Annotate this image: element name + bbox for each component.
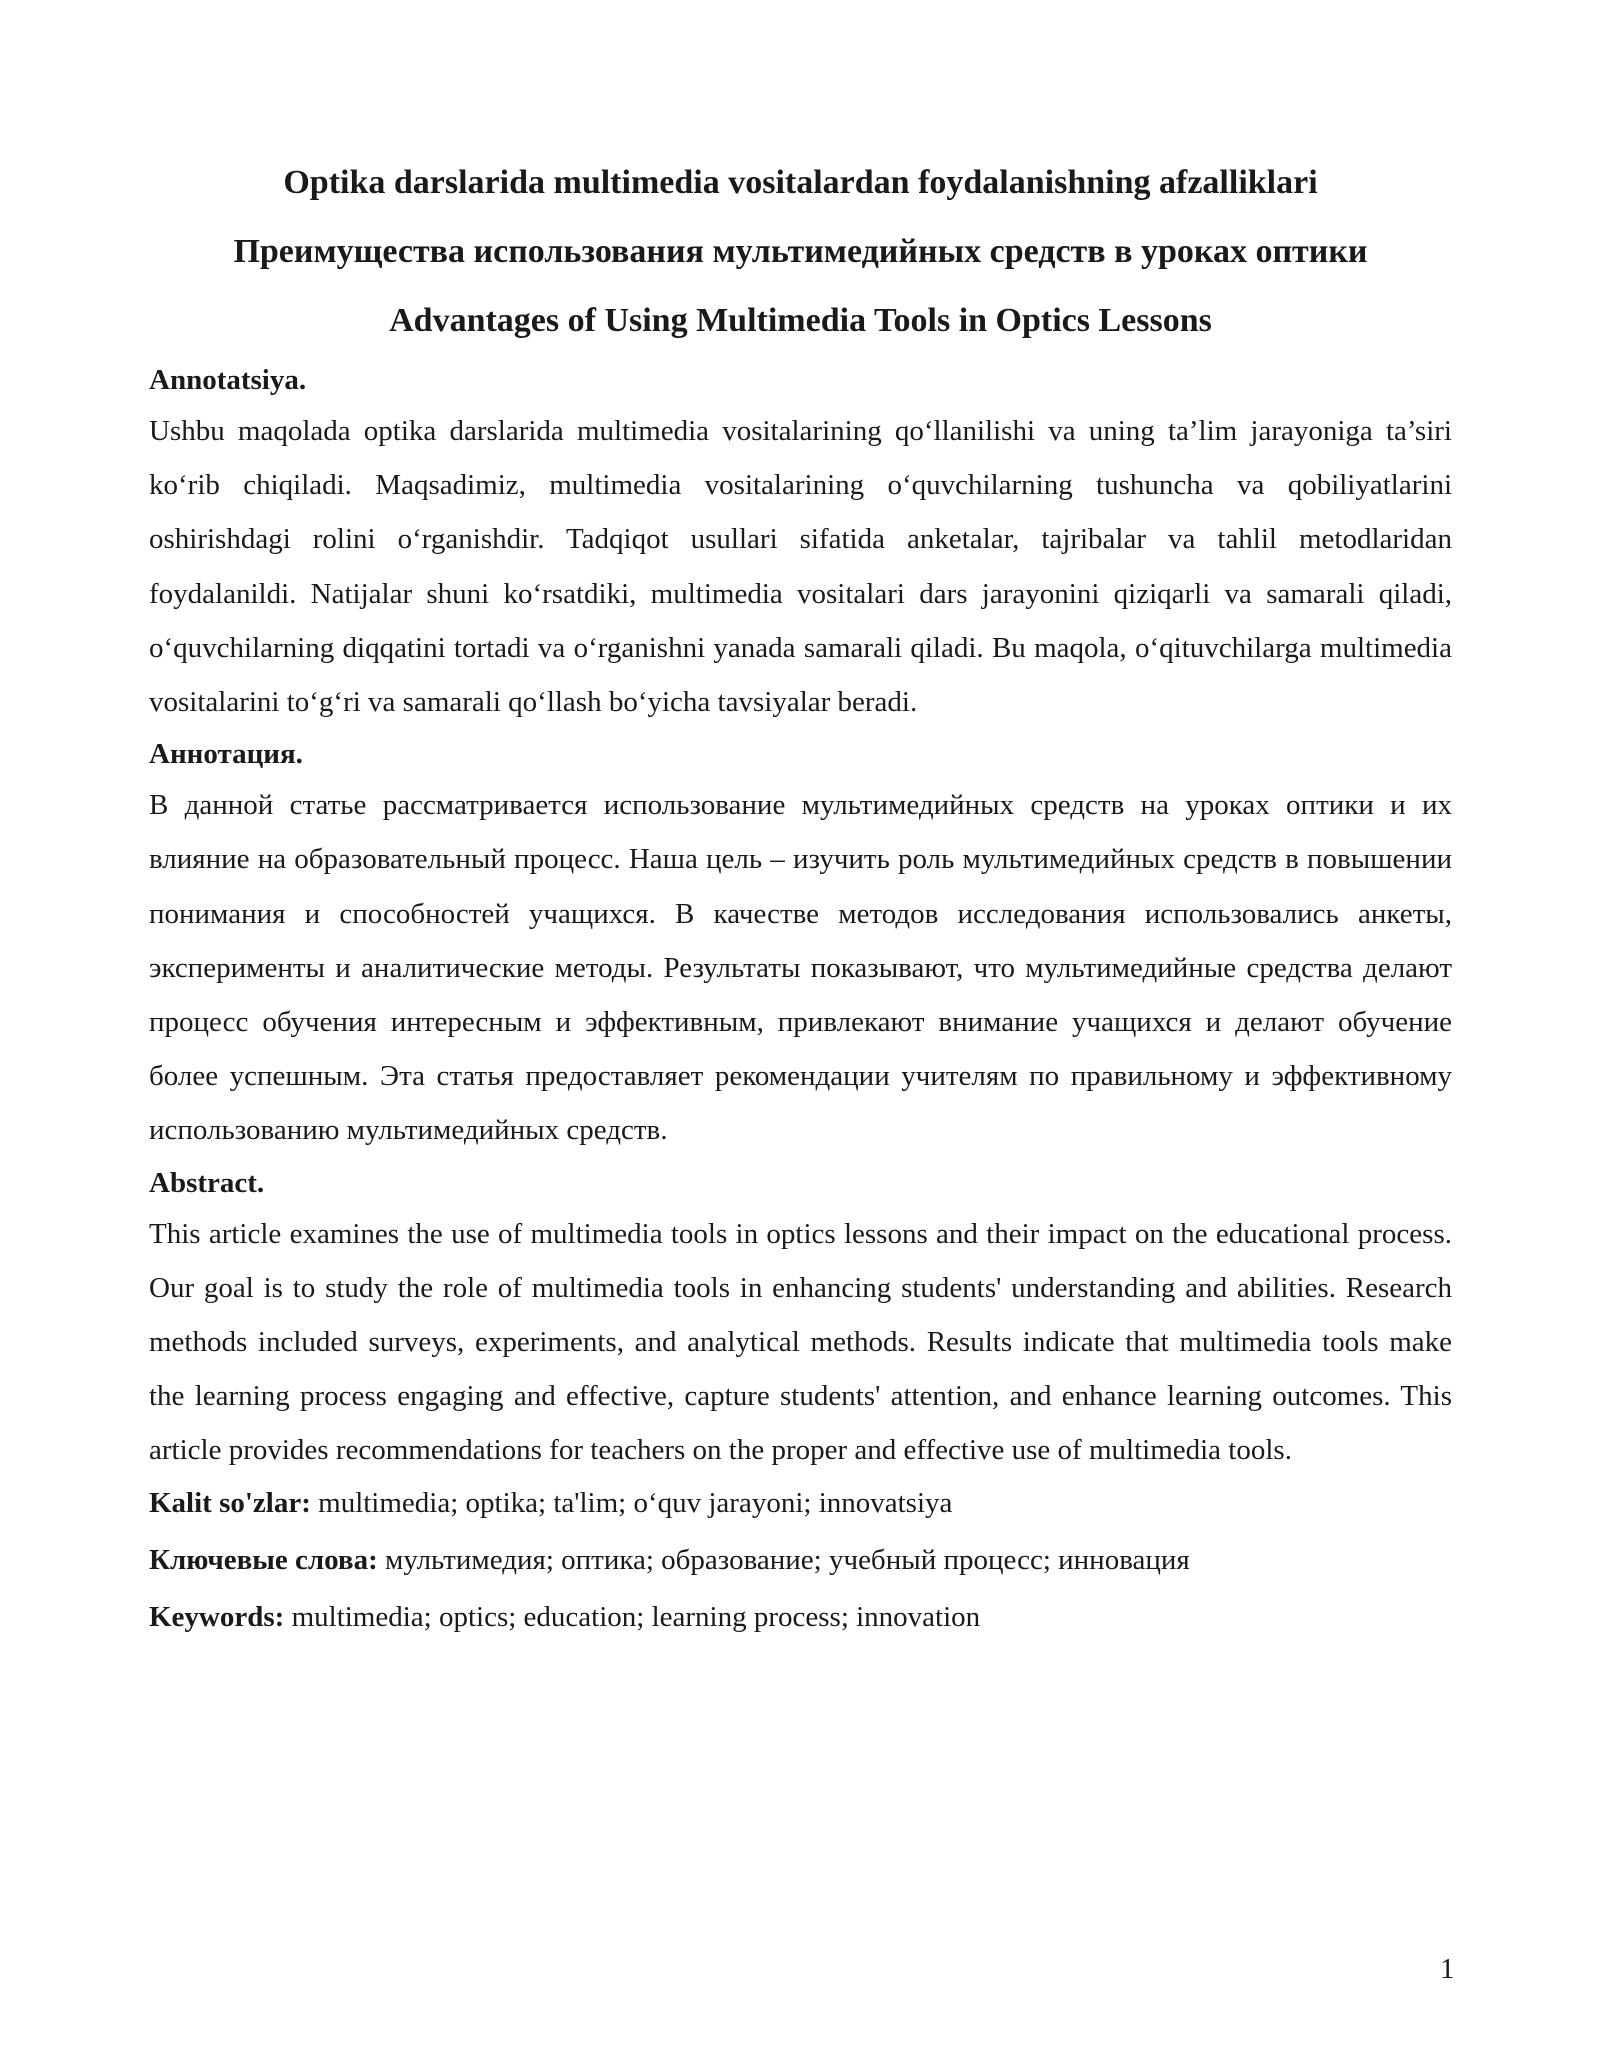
page-number: 1 xyxy=(1440,1953,1455,1985)
abstract-en-text: This article examines the use of multimedia tools in optics lessons and their impact on the educational process. Our goal is to study the role of multimedia tools in enhancing students' understanding and abilities. Research methods included surveys, experiments, and analytical methods. Results indicate that multimedia tools make the learning process engaging and effective, capture students' attention, and enhance learning outcomes. This article provides recommendations for teachers on the proper and effective use of multimedia tools. xyxy=(149,1217,1452,1467)
keywords-uz xyxy=(149,1484,1452,1522)
keywords-ru-value: мультимедия; оптика; образование; учебный процесс; инновация xyxy=(377,1543,1190,1576)
keywords-uz-value: multimedia; optika; ta'lim; o‘quv jarayoni; innovatsiya xyxy=(310,1486,953,1519)
title-en: Advantages of Using Multimedia Tools in Optics Lessons xyxy=(389,302,1212,339)
keywords-ru-label: Ключевые слова: xyxy=(149,1543,378,1576)
abstract-ru-heading: Аннотация. xyxy=(149,738,303,771)
abstract-ru-text: В данной статье рассматривается использование мультимедийных средств на уроках оптики и их влияние на образовательный процесс. Наша цель – изучить роль мультимедийных средств в повышении понимания и способностей учащихся. В качестве методов исследования использовались анкеты, эксперименты и аналитические методы. Результаты показывают, что мультимедийные средства делают процесс обучения интересным и эффективным, привлекают внимание учащихся и делают обучение более успешным. Эта статья предоставляет рекомендации учителям по правильному и эффективному использованию мультимедийных средств. xyxy=(149,789,1452,1147)
title-ru: Преимущества использования мультимедийных средств в уроках оптики xyxy=(233,233,1368,270)
abstract-en-heading: Abstract. xyxy=(149,1166,265,1199)
keywords-ru xyxy=(149,1541,1452,1579)
page-content xyxy=(149,148,1452,1655)
abstract-uz-heading: Annotatsiya. xyxy=(149,364,307,396)
keywords-en-label: Keywords: xyxy=(149,1600,285,1633)
keywords-uz-label: Kalit so'zlar: xyxy=(149,1486,311,1519)
abstract-uz-text: Ushbu maqolada optika darslarida multimedia vositalarining qo‘llanilishi va uning ta’lim jarayoniga ta’siri ko‘rib chiqiladi. Maqsadimiz, multimedia vositalarining o‘quvchilarning tushuncha va qobiliyatlarini oshirishdagi rolini o‘rganishdir. Tadqiqot usullari sifatida anketalar, tajribalar va tahlil metodlaridan foydalanildi. Natijalar shuni ko‘rsatdiki, multimedia vositalari dars jarayonini qiziqarli va samarali qiladi, o‘quvchilarning diqqatini tortadi va o‘rganishni yanada samarali qiladi. Bu maqola, o‘qituvchilarga multimedia vositalarini to‘g‘ri va samarali qo‘llash bo‘yicha tavsiyalar beradi. xyxy=(149,415,1452,719)
keywords-en xyxy=(149,1598,1452,1636)
title-uz: Optika darslarida multimedia vositalardan foydalanishning afzalliklari xyxy=(283,164,1318,201)
keywords-en-value: multimedia; optics; education; learning process; innovation xyxy=(284,1600,981,1633)
